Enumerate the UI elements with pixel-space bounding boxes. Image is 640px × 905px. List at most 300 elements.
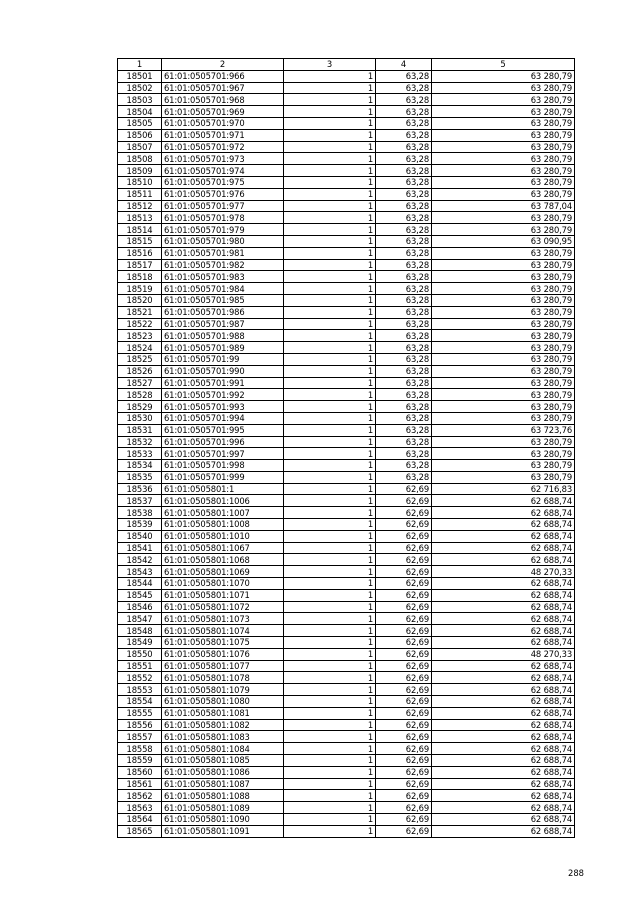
- table-cell-col4: 62,69: [376, 507, 432, 519]
- table-cell-col1: 18501: [118, 70, 162, 82]
- table-cell-col5: 62 688,74: [432, 601, 575, 613]
- table-cell-col4: 62,69: [376, 719, 432, 731]
- table-cell-col4: 63,28: [376, 283, 432, 295]
- table-cell-col1: 18533: [118, 448, 162, 460]
- table-cell-col2: 61:01:0505701:994: [162, 412, 284, 424]
- table-cell-col2: 61:01:0505701:997: [162, 448, 284, 460]
- table-cell-col5: 62 688,74: [432, 637, 575, 649]
- table-cell-col2: 61:01:0505701:971: [162, 129, 284, 141]
- column-header-3: 3: [284, 59, 376, 71]
- table-row: [118, 365, 575, 377]
- table-cell-col5: 62 688,74: [432, 802, 575, 814]
- table-cell-col4: 63,28: [376, 188, 432, 200]
- table-row: [118, 672, 575, 684]
- table-cell-col1: 18530: [118, 412, 162, 424]
- table-cell-col3: 1: [284, 507, 376, 519]
- table-cell-col2: 61:01:0505701:996: [162, 436, 284, 448]
- table-cell-col1: 18516: [118, 247, 162, 259]
- table-row: [118, 766, 575, 778]
- table-cell-col5: 63 280,79: [432, 401, 575, 413]
- table-cell-col3: 1: [284, 165, 376, 177]
- table-row: [118, 389, 575, 401]
- table-cell-col1: 18553: [118, 684, 162, 696]
- table-row: [118, 401, 575, 413]
- table-row: [118, 471, 575, 483]
- table-cell-col1: 18552: [118, 672, 162, 684]
- table-row: [118, 648, 575, 660]
- table-cell-col3: 1: [284, 224, 376, 236]
- table-cell-col2: 61:01:0505701:975: [162, 176, 284, 188]
- table-cell-col3: 1: [284, 377, 376, 389]
- table-cell-col2: 61:01:0505801:1077: [162, 660, 284, 672]
- table-cell-col1: 18550: [118, 648, 162, 660]
- table-cell-col4: 62,69: [376, 684, 432, 696]
- table-cell-col1: 18532: [118, 436, 162, 448]
- table-cell-col2: 61:01:0505801:1078: [162, 672, 284, 684]
- table-cell-col2: 61:01:0505701:967: [162, 82, 284, 94]
- table-cell-col4: 63,28: [376, 436, 432, 448]
- table-row: [118, 176, 575, 188]
- table-cell-col2: 61:01:0505801:1070: [162, 578, 284, 590]
- table-cell-col4: 63,28: [376, 129, 432, 141]
- table-cell-col3: 1: [284, 294, 376, 306]
- table-cell-col3: 1: [284, 318, 376, 330]
- table-cell-col5: 62 688,74: [432, 684, 575, 696]
- table-cell-col2: 61:01:0505701:979: [162, 224, 284, 236]
- table-row: [118, 483, 575, 495]
- table-cell-col2: 61:01:0505701:972: [162, 141, 284, 153]
- table-cell-col3: 1: [284, 648, 376, 660]
- table-cell-col4: 62,69: [376, 483, 432, 495]
- table-cell-col2: 61:01:0505701:998: [162, 460, 284, 472]
- table-cell-col4: 63,28: [376, 259, 432, 271]
- table-cell-col2: 61:01:0505701:973: [162, 153, 284, 165]
- table-cell-col3: 1: [284, 129, 376, 141]
- table-cell-col4: 62,69: [376, 814, 432, 826]
- table-cell-col2: 61:01:0505801:1010: [162, 530, 284, 542]
- table-row: [118, 601, 575, 613]
- table-cell-col1: 18511: [118, 188, 162, 200]
- table-cell-col5: 62 688,74: [432, 814, 575, 826]
- table-cell-col2: 61:01:0505801:1083: [162, 731, 284, 743]
- table-cell-col1: 18542: [118, 554, 162, 566]
- table-cell-col5: 62 688,74: [432, 766, 575, 778]
- table-cell-col1: 18519: [118, 283, 162, 295]
- table-cell-col2: 61:01:0505701:982: [162, 259, 284, 271]
- table-cell-col5: 63 280,79: [432, 117, 575, 129]
- table-cell-col3: 1: [284, 660, 376, 672]
- table-cell-col5: 63 280,79: [432, 271, 575, 283]
- table-cell-col4: 63,28: [376, 247, 432, 259]
- table-cell-col1: 18520: [118, 294, 162, 306]
- table-cell-col1: 18551: [118, 660, 162, 672]
- table-cell-col5: 63 280,79: [432, 330, 575, 342]
- table-cell-col4: 63,28: [376, 212, 432, 224]
- table-cell-col3: 1: [284, 814, 376, 826]
- table-cell-col1: 18534: [118, 460, 162, 472]
- table-cell-col3: 1: [284, 353, 376, 365]
- table-cell-col2: 61:01:0505701:976: [162, 188, 284, 200]
- table-cell-col1: 18555: [118, 707, 162, 719]
- table-cell-col5: 63 280,79: [432, 448, 575, 460]
- table-cell-col1: 18515: [118, 235, 162, 247]
- table-cell-col2: 61:01:0505801:1075: [162, 637, 284, 649]
- table-cell-col5: 62 716,83: [432, 483, 575, 495]
- table-cell-col2: 61:01:0505801:1086: [162, 766, 284, 778]
- table-row: [118, 306, 575, 318]
- table-cell-col2: 61:01:0505801:1006: [162, 495, 284, 507]
- table-cell-col3: 1: [284, 625, 376, 637]
- table-cell-col5: 63 280,79: [432, 141, 575, 153]
- table-cell-col1: 18560: [118, 766, 162, 778]
- table-cell-col3: 1: [284, 259, 376, 271]
- table-cell-col1: 18510: [118, 176, 162, 188]
- table-cell-col1: 18513: [118, 212, 162, 224]
- table-cell-col5: 63 280,79: [432, 389, 575, 401]
- table-cell-col2: 61:01:0505701:986: [162, 306, 284, 318]
- table-row: [118, 684, 575, 696]
- table-cell-col3: 1: [284, 117, 376, 129]
- table-cell-col4: 62,69: [376, 542, 432, 554]
- table-row: [118, 613, 575, 625]
- table-cell-col5: 62 688,74: [432, 778, 575, 790]
- table-row: [118, 141, 575, 153]
- table-cell-col3: 1: [284, 176, 376, 188]
- table-cell-col3: 1: [284, 483, 376, 495]
- table-row: [118, 589, 575, 601]
- table-cell-col5: 63 280,79: [432, 247, 575, 259]
- table-row: [118, 637, 575, 649]
- table-cell-col5: 62 688,74: [432, 589, 575, 601]
- table-cell-col5: 62 688,74: [432, 660, 575, 672]
- table-row: [118, 153, 575, 165]
- table-cell-col2: 61:01:0505801:1072: [162, 601, 284, 613]
- table-cell-col4: 63,28: [376, 106, 432, 118]
- table-cell-col2: 61:01:0505801:1085: [162, 755, 284, 767]
- table-cell-col2: 61:01:0505801:1082: [162, 719, 284, 731]
- table-cell-col3: 1: [284, 106, 376, 118]
- table-row: [118, 743, 575, 755]
- table-row: [118, 790, 575, 802]
- table-cell-col4: 62,69: [376, 755, 432, 767]
- table-cell-col3: 1: [284, 589, 376, 601]
- table-cell-col4: 62,69: [376, 566, 432, 578]
- table-cell-col3: 1: [284, 94, 376, 106]
- table-cell-col1: 18504: [118, 106, 162, 118]
- table-cell-col1: 18537: [118, 495, 162, 507]
- table-cell-col4: 63,28: [376, 200, 432, 212]
- table-cell-col2: 61:01:0505701:999: [162, 471, 284, 483]
- table-cell-col4: 63,28: [376, 153, 432, 165]
- table-cell-col5: 62 688,74: [432, 696, 575, 708]
- table-row: [118, 696, 575, 708]
- table-cell-col4: 63,28: [376, 342, 432, 354]
- table-row: [118, 660, 575, 672]
- table-cell-col4: 62,69: [376, 731, 432, 743]
- table-cell-col4: 63,28: [376, 424, 432, 436]
- table-cell-col5: 63 280,79: [432, 176, 575, 188]
- table-cell-col5: 62 688,74: [432, 519, 575, 531]
- table-cell-col3: 1: [284, 471, 376, 483]
- table-cell-col4: 62,69: [376, 825, 432, 837]
- table-row: [118, 377, 575, 389]
- table-cell-col4: 63,28: [376, 353, 432, 365]
- table-cell-col2: 61:01:0505701:980: [162, 235, 284, 247]
- table-cell-col5: 63 280,79: [432, 70, 575, 82]
- column-header-5: 5: [432, 59, 575, 71]
- table-cell-col3: 1: [284, 613, 376, 625]
- table-cell-col1: 18506: [118, 129, 162, 141]
- table-row: [118, 460, 575, 472]
- table-cell-col3: 1: [284, 696, 376, 708]
- table-cell-col4: 63,28: [376, 82, 432, 94]
- table-cell-col5: 48 270,33: [432, 566, 575, 578]
- table-row: [118, 294, 575, 306]
- table-cell-col1: 18503: [118, 94, 162, 106]
- table-cell-col1: 18557: [118, 731, 162, 743]
- table-cell-col2: 61:01:0505701:974: [162, 165, 284, 177]
- table-cell-col1: 18531: [118, 424, 162, 436]
- table-cell-col2: 61:01:0505801:1008: [162, 519, 284, 531]
- table-cell-col3: 1: [284, 790, 376, 802]
- table-row: [118, 814, 575, 826]
- table-cell-col5: 62 688,74: [432, 707, 575, 719]
- table-cell-col3: 1: [284, 141, 376, 153]
- table-cell-col5: 63 280,79: [432, 318, 575, 330]
- table-cell-col5: 63 280,79: [432, 153, 575, 165]
- page-number: 288: [568, 868, 584, 878]
- table-cell-col4: 63,28: [376, 401, 432, 413]
- table-row: [118, 424, 575, 436]
- table-cell-col1: 18554: [118, 696, 162, 708]
- table-cell-col1: 18521: [118, 306, 162, 318]
- table-cell-col2: 61:01:0505801:1090: [162, 814, 284, 826]
- table-cell-col2: 61:01:0505701:995: [162, 424, 284, 436]
- table-cell-col1: 18527: [118, 377, 162, 389]
- table-cell-col5: 62 688,74: [432, 578, 575, 590]
- table-cell-col2: 61:01:0505701:989: [162, 342, 284, 354]
- table-cell-col1: 18564: [118, 814, 162, 826]
- table-cell-col1: 18561: [118, 778, 162, 790]
- column-header-2: 2: [162, 59, 284, 71]
- table-cell-col2: 61:01:0505801:1080: [162, 696, 284, 708]
- table-cell-col5: 62 688,74: [432, 613, 575, 625]
- table-row: [118, 283, 575, 295]
- table-cell-col4: 62,69: [376, 625, 432, 637]
- table-cell-col3: 1: [284, 200, 376, 212]
- table-cell-col3: 1: [284, 554, 376, 566]
- table-cell-col3: 1: [284, 766, 376, 778]
- table-cell-col4: 63,28: [376, 165, 432, 177]
- table-cell-col1: 18563: [118, 802, 162, 814]
- table-cell-col5: 62 688,74: [432, 495, 575, 507]
- table-cell-col4: 63,28: [376, 271, 432, 283]
- table-cell-col1: 18543: [118, 566, 162, 578]
- table-row: [118, 259, 575, 271]
- table-cell-col3: 1: [284, 271, 376, 283]
- data-table: [117, 58, 575, 838]
- table-cell-col4: 62,69: [376, 519, 432, 531]
- table-cell-col4: 62,69: [376, 530, 432, 542]
- table-row: [118, 342, 575, 354]
- table-cell-col2: 61:01:0505801:1: [162, 483, 284, 495]
- table-cell-col3: 1: [284, 330, 376, 342]
- table-row: [118, 235, 575, 247]
- table-cell-col5: 63 280,79: [432, 188, 575, 200]
- table-row: [118, 495, 575, 507]
- table-cell-col4: 62,69: [376, 495, 432, 507]
- table-cell-col1: 18502: [118, 82, 162, 94]
- table-cell-col5: 63 090,95: [432, 235, 575, 247]
- table-cell-col5: 63 280,79: [432, 94, 575, 106]
- table-cell-col2: 61:01:0505801:1069: [162, 566, 284, 578]
- table-cell-col3: 1: [284, 247, 376, 259]
- table-cell-col3: 1: [284, 731, 376, 743]
- table-cell-col2: 61:01:0505801:1076: [162, 648, 284, 660]
- table-cell-col5: 63 280,79: [432, 224, 575, 236]
- table-row: [118, 566, 575, 578]
- table-cell-col3: 1: [284, 70, 376, 82]
- table-cell-col4: 62,69: [376, 778, 432, 790]
- table-row: [118, 212, 575, 224]
- table-cell-col2: 61:01:0505801:1068: [162, 554, 284, 566]
- table-cell-col4: 62,69: [376, 601, 432, 613]
- table-cell-col2: 61:01:0505801:1074: [162, 625, 284, 637]
- table-row: [118, 719, 575, 731]
- table-cell-col3: 1: [284, 448, 376, 460]
- table-cell-col3: 1: [284, 460, 376, 472]
- table-cell-col3: 1: [284, 707, 376, 719]
- table-cell-col5: 63 280,79: [432, 212, 575, 224]
- table-cell-col5: 63 280,79: [432, 306, 575, 318]
- table-row: [118, 802, 575, 814]
- table-row: [118, 554, 575, 566]
- table-cell-col5: 62 688,74: [432, 530, 575, 542]
- table-row: [118, 731, 575, 743]
- table-cell-col4: 63,28: [376, 389, 432, 401]
- header-row: [118, 59, 575, 71]
- table-cell-col1: 18535: [118, 471, 162, 483]
- table-cell-col4: 63,28: [376, 460, 432, 472]
- table-row: [118, 353, 575, 365]
- table-cell-col4: 62,69: [376, 802, 432, 814]
- table-cell-col5: 62 688,74: [432, 719, 575, 731]
- table-cell-col5: 63 280,79: [432, 412, 575, 424]
- table-cell-col5: 63 280,79: [432, 460, 575, 472]
- table-cell-col5: 63 280,79: [432, 283, 575, 295]
- table-cell-col1: 18540: [118, 530, 162, 542]
- table-cell-col5: 63 280,79: [432, 259, 575, 271]
- table-cell-col2: 61:01:0505801:1087: [162, 778, 284, 790]
- table-cell-col4: 62,69: [376, 696, 432, 708]
- table-cell-col1: 18546: [118, 601, 162, 613]
- table-cell-col1: 18517: [118, 259, 162, 271]
- table-cell-col3: 1: [284, 389, 376, 401]
- table-cell-col1: 18538: [118, 507, 162, 519]
- table-cell-col5: 63 280,79: [432, 377, 575, 389]
- table-cell-col2: 61:01:0505801:1071: [162, 589, 284, 601]
- table-cell-col5: 63 280,79: [432, 342, 575, 354]
- table-cell-col2: 61:01:0505801:1007: [162, 507, 284, 519]
- table-cell-col5: 63 280,79: [432, 365, 575, 377]
- table-cell-col4: 62,69: [376, 589, 432, 601]
- table-cell-col2: 61:01:0505701:993: [162, 401, 284, 413]
- table-cell-col4: 62,69: [376, 790, 432, 802]
- table-cell-col5: 62 688,74: [432, 625, 575, 637]
- table-cell-col1: 18565: [118, 825, 162, 837]
- table-row: [118, 578, 575, 590]
- table-row: [118, 507, 575, 519]
- table-row: [118, 106, 575, 118]
- table-cell-col4: 63,28: [376, 377, 432, 389]
- table-cell-col4: 63,28: [376, 306, 432, 318]
- table-cell-col2: 61:01:0505701:985: [162, 294, 284, 306]
- table-cell-col4: 62,69: [376, 637, 432, 649]
- table-row: [118, 188, 575, 200]
- table-cell-col2: 61:01:0505701:968: [162, 94, 284, 106]
- table-cell-col5: 62 688,74: [432, 755, 575, 767]
- table-cell-col4: 63,28: [376, 117, 432, 129]
- table-cell-col3: 1: [284, 755, 376, 767]
- table-cell-col3: 1: [284, 778, 376, 790]
- table-cell-col4: 63,28: [376, 412, 432, 424]
- table-cell-col2: 61:01:0505701:981: [162, 247, 284, 259]
- table-cell-col1: 18526: [118, 365, 162, 377]
- table-cell-col2: 61:01:0505801:1081: [162, 707, 284, 719]
- table-row: [118, 94, 575, 106]
- table-row: [118, 224, 575, 236]
- table-cell-col2: 61:01:0505801:1089: [162, 802, 284, 814]
- table-cell-col5: 62 688,74: [432, 743, 575, 755]
- table-cell-col5: 63 280,79: [432, 106, 575, 118]
- table-cell-col1: 18522: [118, 318, 162, 330]
- table-cell-col1: 18528: [118, 389, 162, 401]
- table-cell-col2: 61:01:0505701:990: [162, 365, 284, 377]
- table-cell-col1: 18529: [118, 401, 162, 413]
- table-cell-col4: 63,28: [376, 448, 432, 460]
- table-cell-col1: 18562: [118, 790, 162, 802]
- table-cell-col4: 63,28: [376, 365, 432, 377]
- table-cell-col1: 18509: [118, 165, 162, 177]
- table-row: [118, 330, 575, 342]
- table-cell-col2: 61:01:0505701:970: [162, 117, 284, 129]
- table-cell-col2: 61:01:0505801:1067: [162, 542, 284, 554]
- table-body: [118, 70, 575, 837]
- table-cell-col1: 18547: [118, 613, 162, 625]
- table-row: [118, 117, 575, 129]
- column-header-1: 1: [118, 59, 162, 71]
- table-cell-col5: 63 280,79: [432, 471, 575, 483]
- table-cell-col3: 1: [284, 424, 376, 436]
- table-cell-col3: 1: [284, 743, 376, 755]
- table-cell-col4: 63,28: [376, 318, 432, 330]
- table-cell-col4: 62,69: [376, 613, 432, 625]
- table-cell-col3: 1: [284, 412, 376, 424]
- table-cell-col1: 18505: [118, 117, 162, 129]
- table-cell-col2: 61:01:0505701:969: [162, 106, 284, 118]
- table-cell-col2: 61:01:0505701:966: [162, 70, 284, 82]
- table-cell-col3: 1: [284, 283, 376, 295]
- table-cell-col1: 18518: [118, 271, 162, 283]
- table-cell-col3: 1: [284, 719, 376, 731]
- table-cell-col5: 63 280,79: [432, 353, 575, 365]
- table-cell-col3: 1: [284, 212, 376, 224]
- table-cell-col2: 61:01:0505801:1091: [162, 825, 284, 837]
- table-cell-col3: 1: [284, 578, 376, 590]
- table-row: [118, 82, 575, 94]
- table-cell-col5: 63 280,79: [432, 129, 575, 141]
- table-cell-col4: 62,69: [376, 672, 432, 684]
